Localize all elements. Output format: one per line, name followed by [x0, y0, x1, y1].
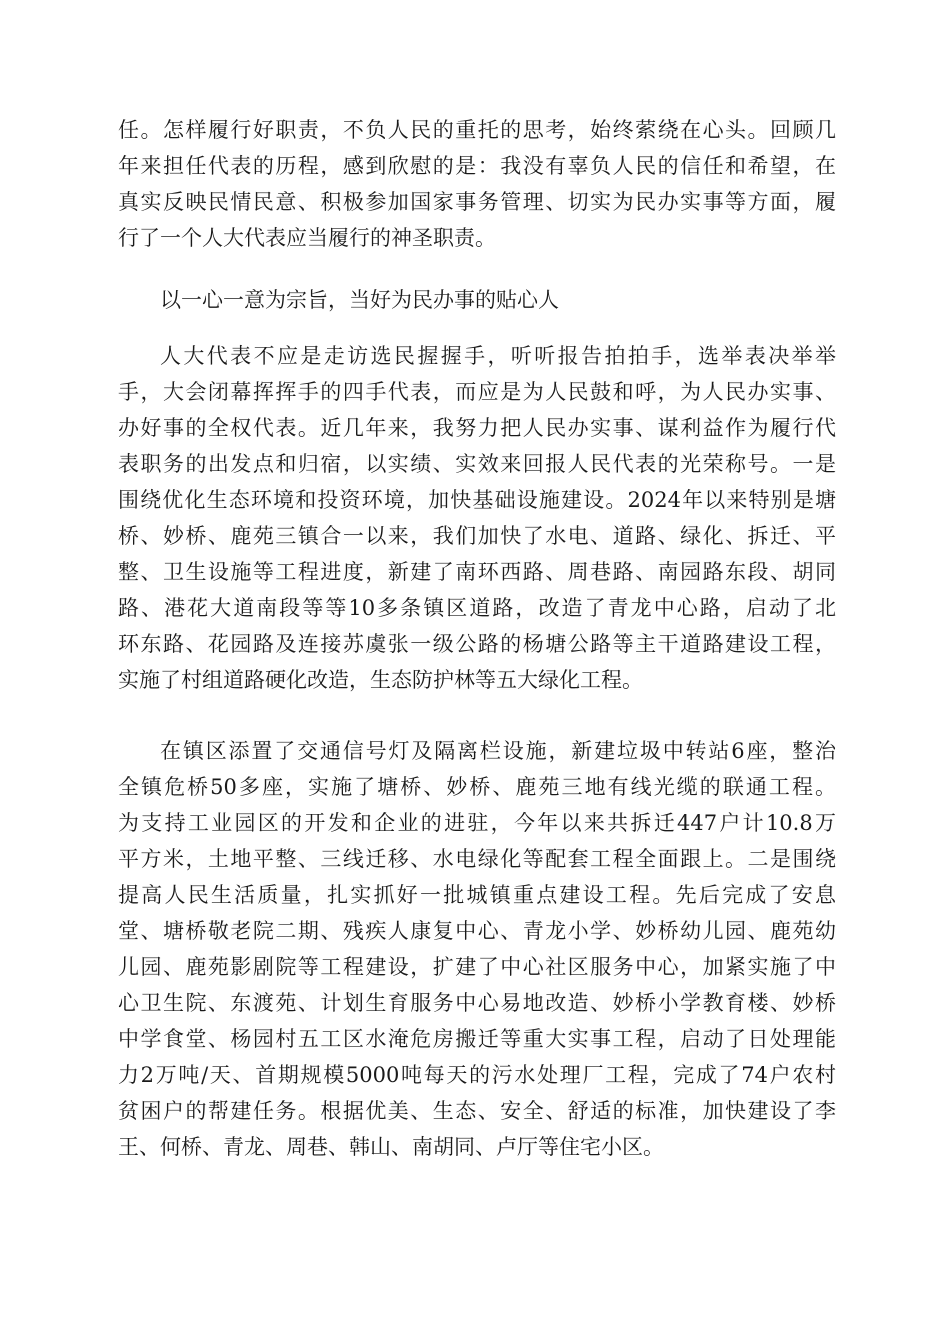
text-line: 力2万吨/天、首期规模5000吨每天的污水处理厂工程，完成了74户农村	[118, 1063, 836, 1087]
text-line: 办好事的全权代表。近几年来，我努力把人民办实事、谋利益作为履行代	[118, 416, 836, 440]
text-line: 整、卫生设施等工程进度，新建了南环西路、周巷路、南园路东段、胡同	[118, 560, 836, 584]
text-line: 围绕优化生态环境和投资环境，加快基础设施建设。2024年以来特别是塘	[118, 488, 836, 512]
text-line: 堂、塘桥敬老院二期、残疾人康复中心、青龙小学、妙桥幼儿园、鹿苑幼	[118, 919, 836, 943]
text-line: 表职务的出发点和归宿，以实绩、实效来回报人民代表的光荣称号。一是	[118, 452, 836, 476]
text-line: 心卫生院、东渡苑、计划生育服务中心易地改造、妙桥小学教育楼、妙桥	[118, 991, 836, 1015]
text-line: 平方米，土地平整、三线迁移、水电绿化等配套工程全面跟上。二是围绕	[118, 847, 836, 871]
text-line: 路、港花大道南段等等10多条镇区道路，改造了青龙中心路，启动了北	[118, 596, 836, 620]
text-line: 任。怎样履行好职责，不负人民的重托的思考，始终萦绕在心头。回顾几	[118, 118, 836, 142]
text-line: 环东路、花园路及连接苏虞张一级公路的杨塘公路等主干道路建设工程，	[118, 632, 836, 656]
text-line: 中学食堂、杨园村五工区水淹危房搬迁等重大实事工程，启动了日处理能	[118, 1027, 836, 1051]
text-line: 为支持工业园区的开发和企业的进驻，今年以来共拆迁447户计10.8万	[118, 811, 836, 835]
paragraph-town-construction	[118, 733, 836, 1165]
text-line: 人大代表不应是走访选民握握手，听听报告拍拍手，选举表决举举	[160, 344, 836, 368]
text-line: 桥、妙桥、鹿苑三镇合一以来，我们加快了水电、道路、绿化、拆迁、平	[118, 524, 836, 548]
text-line: 贫困户的帮建任务。根据优美、生态、安全、舒适的标准，加快建设了李	[118, 1099, 836, 1123]
text-line: 实施了村组道路硬化改造，生态防护林等五大绿化工程。	[118, 668, 643, 692]
text-line: 在镇区添置了交通信号灯及隔离栏设施，新建垃圾中转站6座，整治	[160, 739, 836, 763]
text-line: 行了一个人大代表应当履行的神圣职责。	[118, 226, 496, 250]
text-line: 年来担任代表的历程，感到欣慰的是：我没有辜负人民的信任和希望，在	[118, 154, 836, 178]
text-line: 提高人民生活质量，扎实抓好一批城镇重点建设工程。先后完成了安息	[118, 883, 836, 907]
paragraph-representative-duty	[118, 338, 836, 698]
text-line: 王、何桥、青龙、周巷、韩山、南胡同、卢厅等住宅小区。	[118, 1135, 664, 1159]
section-heading-text: 以一心一意为宗旨，当好为民办事的贴心人	[160, 288, 559, 312]
text-line: 儿园、鹿苑影剧院等工程建设，扩建了中心社区服务中心，加紧实施了中	[118, 955, 836, 979]
text-line: 全镇危桥50多座，实施了塘桥、妙桥、鹿苑三地有线光缆的联通工程。	[118, 775, 836, 799]
paragraph-intro	[118, 112, 836, 256]
text-line: 真实反映民情民意、积极参加国家事务管理、切实为民办实事等方面，履	[118, 190, 836, 214]
section-heading	[118, 282, 836, 318]
text-line: 手，大会闭幕挥挥手的四手代表，而应是为人民鼓和呼，为人民办实事、	[118, 380, 836, 404]
